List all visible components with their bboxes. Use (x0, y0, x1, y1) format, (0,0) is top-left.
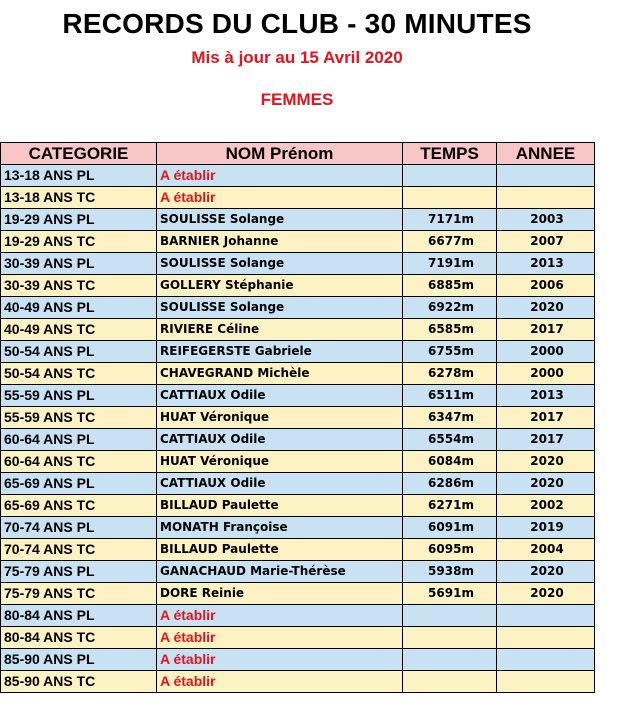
cell-temps: 6084m (403, 451, 497, 473)
cell-nom: GANACHAUD Marie-Thérèse (157, 561, 403, 583)
cell-annee: 2020 (497, 561, 595, 583)
cell-categorie: 50-54 ANS PL (1, 341, 157, 363)
cell-temps: 6511m (403, 385, 497, 407)
table-row (1, 231, 595, 253)
cell-nom: A établir (157, 165, 403, 187)
cell-categorie: 30-39 ANS TC (1, 275, 157, 297)
cell-nom: CATTIAUX Odile (157, 473, 403, 495)
cell-nom: BILLAUD Paulette (157, 539, 403, 561)
table-row (1, 297, 595, 319)
cell-annee: 2003 (497, 209, 595, 231)
table-row (1, 187, 595, 209)
cell-annee: 2017 (497, 319, 595, 341)
table-row (1, 605, 595, 627)
cell-nom: A établir (157, 649, 403, 671)
records-table (0, 142, 595, 693)
cell-temps: 6286m (403, 473, 497, 495)
cell-categorie: 50-54 ANS TC (1, 363, 157, 385)
table-row (1, 495, 595, 517)
cell-nom: SOULISSE Solange (157, 209, 403, 231)
cell-nom: BILLAUD Paulette (157, 495, 403, 517)
cell-nom: A établir (157, 671, 403, 693)
cell-temps (403, 627, 497, 649)
cell-categorie: 85-90 ANS PL (1, 649, 157, 671)
cell-annee: 2002 (497, 495, 595, 517)
cell-annee (497, 605, 595, 627)
cell-annee (497, 627, 595, 649)
cell-nom: A établir (157, 605, 403, 627)
cell-annee: 2000 (497, 363, 595, 385)
table-row (1, 539, 595, 561)
table-row (1, 275, 595, 297)
page-title: RECORDS DU CLUB - 30 MINUTES (62, 8, 532, 39)
cell-temps: 6755m (403, 341, 497, 363)
table-row (1, 517, 595, 539)
cell-temps: 7191m (403, 253, 497, 275)
cell-nom: A établir (157, 627, 403, 649)
cell-annee: 2020 (497, 451, 595, 473)
cell-annee: 2017 (497, 429, 595, 451)
table-row (1, 253, 595, 275)
cell-annee: 2020 (497, 583, 595, 605)
cell-categorie: 40-49 ANS PL (1, 297, 157, 319)
cell-categorie: 13-18 ANS TC (1, 187, 157, 209)
update-date: Mis à jour au 15 Avril 2020 (191, 48, 403, 67)
cell-nom: RIVIERE Céline (157, 319, 403, 341)
cell-categorie: 30-39 ANS PL (1, 253, 157, 275)
cell-categorie: 60-64 ANS PL (1, 429, 157, 451)
cell-temps: 6278m (403, 363, 497, 385)
table-row (1, 583, 595, 605)
cell-temps: 6271m (403, 495, 497, 517)
table-row (1, 341, 595, 363)
cell-annee: 2006 (497, 275, 595, 297)
cell-temps: 7171m (403, 209, 497, 231)
cell-annee: 2013 (497, 385, 595, 407)
cell-nom: SOULISSE Solange (157, 253, 403, 275)
cell-annee: 2020 (497, 297, 595, 319)
cell-nom: REIFEGERSTE Gabriele (157, 341, 403, 363)
records-body (1, 165, 595, 693)
cell-nom: GOLLERY Stéphanie (157, 275, 403, 297)
cell-annee: 2004 (497, 539, 595, 561)
cell-annee: 2020 (497, 473, 595, 495)
cell-annee (497, 649, 595, 671)
cell-annee: 2007 (497, 231, 595, 253)
header-row (1, 143, 595, 165)
column-header-nom: NOM Prénom (157, 143, 403, 165)
cell-nom: A établir (157, 187, 403, 209)
table-row (1, 671, 595, 693)
table-row (1, 165, 595, 187)
column-header-annee: ANNEE (497, 143, 595, 165)
table-row (1, 429, 595, 451)
column-header-temps: TEMPS (403, 143, 497, 165)
cell-categorie: 19-29 ANS PL (1, 209, 157, 231)
cell-nom: CATTIAUX Odile (157, 385, 403, 407)
section-title: FEMMES (260, 90, 334, 109)
cell-temps: 6095m (403, 539, 497, 561)
cell-annee (497, 671, 595, 693)
table-row (1, 649, 595, 671)
cell-categorie: 70-74 ANS TC (1, 539, 157, 561)
cell-categorie: 65-69 ANS PL (1, 473, 157, 495)
cell-temps: 6885m (403, 275, 497, 297)
cell-categorie: 55-59 ANS TC (1, 407, 157, 429)
cell-nom: CHAVEGRAND Michèle (157, 363, 403, 385)
cell-annee: 2019 (497, 517, 595, 539)
cell-temps: 5691m (403, 583, 497, 605)
cell-temps: 5938m (403, 561, 497, 583)
cell-categorie: 85-90 ANS TC (1, 671, 157, 693)
cell-temps (403, 187, 497, 209)
cell-annee (497, 187, 595, 209)
cell-nom: DORE Reinie (157, 583, 403, 605)
table-row (1, 627, 595, 649)
cell-temps (403, 165, 497, 187)
cell-nom: SOULISSE Solange (157, 297, 403, 319)
cell-temps: 6585m (403, 319, 497, 341)
table-row (1, 319, 595, 341)
cell-annee (497, 165, 595, 187)
cell-nom: HUAT Véronique (157, 407, 403, 429)
cell-annee: 2013 (497, 253, 595, 275)
cell-temps: 6554m (403, 429, 497, 451)
cell-nom: BARNIER Johanne (157, 231, 403, 253)
column-header-categorie: CATEGORIE (1, 143, 157, 165)
cell-annee: 2000 (497, 341, 595, 363)
cell-categorie: 80-84 ANS PL (1, 605, 157, 627)
cell-temps (403, 671, 497, 693)
cell-temps: 6347m (403, 407, 497, 429)
cell-categorie: 60-64 ANS TC (1, 451, 157, 473)
cell-temps: 6091m (403, 517, 497, 539)
table-row (1, 407, 595, 429)
cell-categorie: 75-79 ANS PL (1, 561, 157, 583)
table-row (1, 385, 595, 407)
cell-temps (403, 605, 497, 627)
cell-categorie: 70-74 ANS PL (1, 517, 157, 539)
table-row (1, 473, 595, 495)
table-row (1, 561, 595, 583)
cell-categorie: 40-49 ANS TC (1, 319, 157, 341)
table-row (1, 209, 595, 231)
cell-temps (403, 649, 497, 671)
cell-categorie: 80-84 ANS TC (1, 627, 157, 649)
table-row (1, 451, 595, 473)
cell-nom: MONATH Françoise (157, 517, 403, 539)
cell-categorie: 13-18 ANS PL (1, 165, 157, 187)
table-row (1, 363, 595, 385)
cell-nom: HUAT Véronique (157, 451, 403, 473)
cell-categorie: 55-59 ANS PL (1, 385, 157, 407)
cell-categorie: 19-29 ANS TC (1, 231, 157, 253)
cell-temps: 6677m (403, 231, 497, 253)
cell-categorie: 65-69 ANS TC (1, 495, 157, 517)
cell-nom: CATTIAUX Odile (157, 429, 403, 451)
cell-annee: 2017 (497, 407, 595, 429)
cell-temps: 6922m (403, 297, 497, 319)
cell-categorie: 75-79 ANS TC (1, 583, 157, 605)
